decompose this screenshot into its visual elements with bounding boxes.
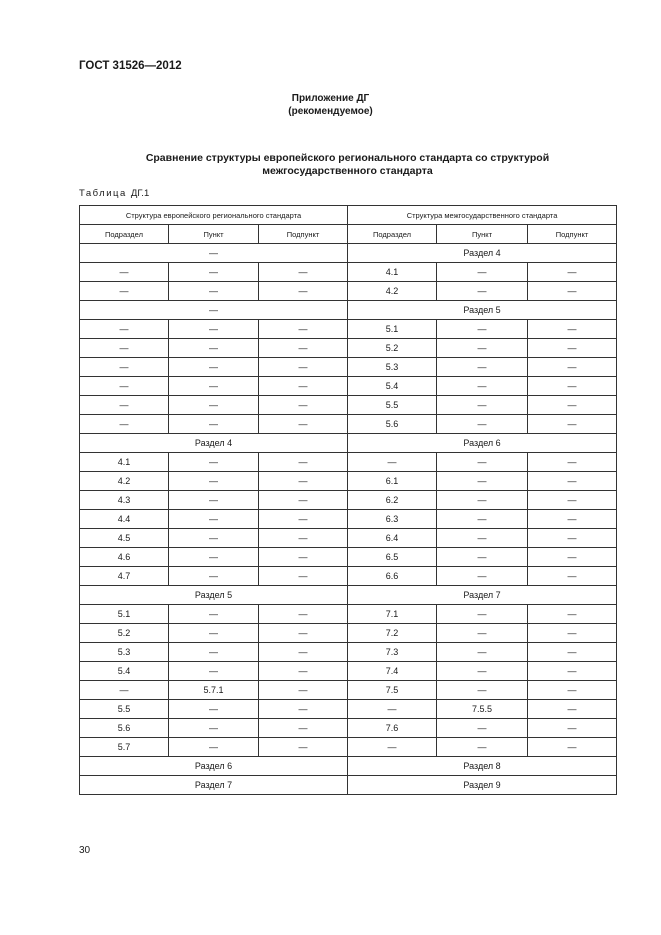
table-row (80, 491, 617, 510)
appendix-note: (рекомендуемое) (288, 106, 373, 117)
table-cell: — (259, 377, 348, 396)
table-cell: 7.3 (348, 643, 437, 662)
table-cell: 6.1 (348, 472, 437, 491)
table-row (80, 624, 617, 643)
table-cell: 7.5.5 (437, 700, 528, 719)
table-row (80, 263, 617, 282)
interstate-section-cell: Раздел 4 (348, 244, 617, 263)
table-cell: — (437, 605, 528, 624)
table-row (80, 529, 617, 548)
table-cell: — (169, 662, 259, 681)
table-cell: — (169, 415, 259, 434)
table-cell: — (259, 339, 348, 358)
table-cell: 4.1 (80, 453, 169, 472)
table-cell: — (259, 510, 348, 529)
table-cell: — (437, 453, 528, 472)
table-cell: 5.6 (348, 415, 437, 434)
table-cell: 5.4 (80, 662, 169, 681)
table-cell: — (259, 453, 348, 472)
table-cell: — (528, 472, 617, 491)
sub-header-row (80, 225, 617, 244)
table-row (80, 282, 617, 301)
table-cell: 5.3 (80, 643, 169, 662)
european-section-cell: Раздел 4 (80, 434, 348, 453)
table-cell: — (437, 510, 528, 529)
appendix-header (0, 92, 661, 118)
european-section-cell: Раздел 6 (80, 757, 348, 776)
table-cell: — (169, 624, 259, 643)
section-row (80, 244, 617, 263)
table-cell: — (437, 567, 528, 586)
section-row (80, 301, 617, 320)
table-cell: — (169, 567, 259, 586)
table-row (80, 358, 617, 377)
table-cell: — (169, 548, 259, 567)
column-header: Подраздел (80, 225, 169, 244)
table-cell: — (437, 282, 528, 301)
table-cell: — (528, 358, 617, 377)
table-cell: — (169, 738, 259, 757)
section-row (80, 757, 617, 776)
table-cell: — (259, 605, 348, 624)
table-cell: — (169, 491, 259, 510)
table-row (80, 510, 617, 529)
table-cell: — (80, 415, 169, 434)
table-cell: 6.3 (348, 510, 437, 529)
table-row (80, 339, 617, 358)
interstate-section-cell: Раздел 9 (348, 776, 617, 795)
table-cell: — (169, 358, 259, 377)
table-cell: — (348, 453, 437, 472)
interstate-structure-header: Структура межгосударственного стандарта (348, 206, 617, 225)
table-cell: — (528, 605, 617, 624)
table-cell: — (259, 320, 348, 339)
table-cell: 4.3 (80, 491, 169, 510)
table-cell: — (259, 548, 348, 567)
table-cell: — (528, 719, 617, 738)
table-cell: — (437, 472, 528, 491)
table-cell: — (80, 681, 169, 700)
table-cell: — (437, 738, 528, 757)
table-cell: — (528, 567, 617, 586)
table-cell: — (259, 358, 348, 377)
column-header: Подпункт (259, 225, 348, 244)
table-cell: — (528, 700, 617, 719)
table-row (80, 700, 617, 719)
table-cell: — (528, 453, 617, 472)
table-cell: — (259, 529, 348, 548)
table-cell: — (528, 738, 617, 757)
section-row (80, 586, 617, 605)
table-cell: — (528, 263, 617, 282)
heading-line-1: Сравнение структуры европейского регионального стандарта со структурой (145, 152, 550, 164)
table-cell: — (169, 510, 259, 529)
table-row (80, 396, 617, 415)
group-header-row (80, 206, 617, 225)
table-cell: 7.6 (348, 719, 437, 738)
table-heading (79, 152, 616, 178)
comparison-table (79, 205, 617, 795)
table-cell: — (528, 510, 617, 529)
column-header: Подпункт (528, 225, 617, 244)
heading-line-2: межгосударственного стандарта (262, 165, 433, 177)
interstate-section-cell: Раздел 7 (348, 586, 617, 605)
table-row (80, 453, 617, 472)
table-cell: — (437, 415, 528, 434)
page-number: 30 (79, 845, 91, 856)
european-structure-header: Структура европейского регионального стандарта (80, 206, 348, 225)
table-cell: 7.5 (348, 681, 437, 700)
table-row (80, 415, 617, 434)
table-cell: 6.6 (348, 567, 437, 586)
table-cell: 5.3 (348, 358, 437, 377)
table-row (80, 738, 617, 757)
table-cell: — (169, 472, 259, 491)
table-cell: — (528, 643, 617, 662)
table-cell: 5.1 (80, 605, 169, 624)
table-row (80, 719, 617, 738)
table-cell: — (259, 415, 348, 434)
table-cell: — (169, 605, 259, 624)
table-cell: 4.2 (348, 282, 437, 301)
interstate-section-cell: Раздел 8 (348, 757, 617, 776)
table-cell: 7.2 (348, 624, 437, 643)
table-cell: 5.5 (348, 396, 437, 415)
table-cell: — (528, 339, 617, 358)
table-cell: — (528, 320, 617, 339)
column-header: Пункт (169, 225, 259, 244)
european-section-cell: — (80, 301, 348, 320)
table-row (80, 605, 617, 624)
table-cell: 5.7.1 (169, 681, 259, 700)
table-cell: 4.4 (80, 510, 169, 529)
section-row (80, 776, 617, 795)
table-body (80, 244, 617, 795)
table-cell: — (80, 339, 169, 358)
interstate-section-cell: Раздел 5 (348, 301, 617, 320)
european-section-cell: Раздел 5 (80, 586, 348, 605)
table-cell: — (259, 263, 348, 282)
table-cell: — (169, 396, 259, 415)
european-section-cell: Раздел 7 (80, 776, 348, 795)
table-cell: — (437, 548, 528, 567)
table-cell: — (528, 681, 617, 700)
table-cell: — (259, 567, 348, 586)
table-cell: — (528, 548, 617, 567)
table-cell: 5.1 (348, 320, 437, 339)
table-cell: — (437, 529, 528, 548)
table-cell: — (80, 358, 169, 377)
table-cell: — (80, 396, 169, 415)
table-cell: — (259, 396, 348, 415)
table-cell: 5.7 (80, 738, 169, 757)
table-number: ДГ.1 (130, 188, 150, 199)
table-cell: — (259, 700, 348, 719)
table-cell: — (169, 700, 259, 719)
section-row (80, 434, 617, 453)
table-cell: — (80, 377, 169, 396)
table-cell: — (169, 377, 259, 396)
table-cell: 4.1 (348, 263, 437, 282)
table-cell: — (528, 396, 617, 415)
table-cell: — (437, 339, 528, 358)
table-cell: — (437, 662, 528, 681)
table-row (80, 681, 617, 700)
table-cell: — (259, 472, 348, 491)
table-cell: — (528, 415, 617, 434)
table-cell: — (348, 700, 437, 719)
column-header: Пункт (437, 225, 528, 244)
table-cell: — (259, 491, 348, 510)
table-cell: 4.7 (80, 567, 169, 586)
table-cell: — (528, 624, 617, 643)
table-cell: 7.1 (348, 605, 437, 624)
table-row (80, 643, 617, 662)
table-cell: 5.4 (348, 377, 437, 396)
table-cell: 4.5 (80, 529, 169, 548)
table-cell: 5.5 (80, 700, 169, 719)
table-cell: — (169, 529, 259, 548)
interstate-section-cell: Раздел 6 (348, 434, 617, 453)
table-cell: — (437, 491, 528, 510)
table-cell: — (259, 662, 348, 681)
table-cell: — (169, 643, 259, 662)
table-cell: 5.2 (348, 339, 437, 358)
table-cell: — (437, 358, 528, 377)
table-cell: — (528, 662, 617, 681)
table-caption (79, 188, 149, 199)
table-cell: — (437, 320, 528, 339)
table-cell: — (528, 491, 617, 510)
standard-id: ГОСТ 31526—2012 (79, 60, 182, 72)
table-cell: — (348, 738, 437, 757)
table-row (80, 377, 617, 396)
table-cell: 6.4 (348, 529, 437, 548)
table-cell: — (259, 282, 348, 301)
appendix-title: Приложение ДГ (291, 93, 370, 104)
table-cell: 4.2 (80, 472, 169, 491)
table-cell: — (80, 263, 169, 282)
table-row (80, 567, 617, 586)
table-cell: — (528, 282, 617, 301)
table-cell: — (80, 320, 169, 339)
table-cell: 5.2 (80, 624, 169, 643)
table-cell: — (259, 624, 348, 643)
table-cell: — (259, 681, 348, 700)
table-cell: — (437, 719, 528, 738)
table-cell: — (259, 738, 348, 757)
table-cell: — (437, 624, 528, 643)
table-label: Таблица (79, 188, 127, 199)
table-cell: — (437, 396, 528, 415)
table-row (80, 548, 617, 567)
table-cell: 7.4 (348, 662, 437, 681)
column-header: Подраздел (348, 225, 437, 244)
table-cell: — (437, 263, 528, 282)
table-row (80, 472, 617, 491)
table-cell: — (169, 453, 259, 472)
table-cell: — (169, 320, 259, 339)
table-cell: 6.2 (348, 491, 437, 510)
table-row (80, 320, 617, 339)
table-cell: — (437, 643, 528, 662)
table-cell: — (169, 263, 259, 282)
table-cell: — (528, 377, 617, 396)
table-cell: — (437, 377, 528, 396)
table-cell: — (169, 339, 259, 358)
table-cell: — (437, 681, 528, 700)
table-cell: — (528, 529, 617, 548)
table-cell: — (259, 719, 348, 738)
table-cell: 4.6 (80, 548, 169, 567)
table-cell: — (169, 282, 259, 301)
table-cell: 6.5 (348, 548, 437, 567)
european-section-cell: — (80, 244, 348, 263)
table-cell: 5.6 (80, 719, 169, 738)
table-cell: — (169, 719, 259, 738)
table-cell: — (259, 643, 348, 662)
table-row (80, 662, 617, 681)
table-cell: — (80, 282, 169, 301)
